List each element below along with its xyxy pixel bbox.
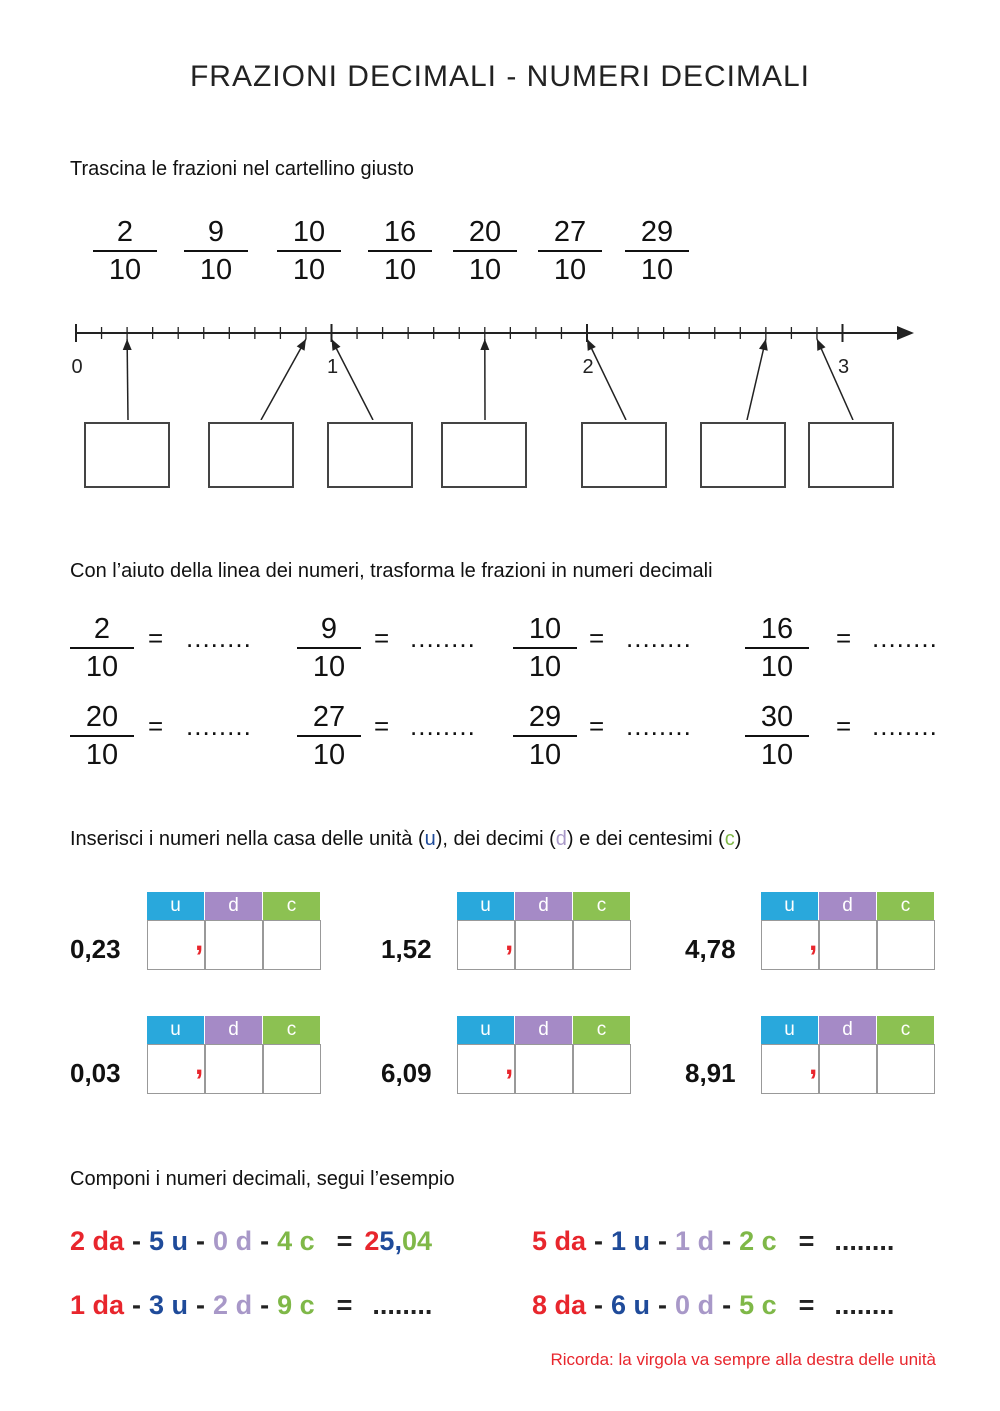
fraction-bar xyxy=(184,250,248,252)
tenths-letter: d xyxy=(555,828,567,850)
place-value-part: 0 d xyxy=(675,1290,715,1320)
pointer-arrowhead xyxy=(123,339,132,350)
fraction-bar xyxy=(625,250,689,252)
answer-blank[interactable]: ........ xyxy=(834,1226,895,1256)
answer-blank[interactable]: ........ xyxy=(872,711,938,741)
place-header-d: d xyxy=(205,892,262,920)
separator: - xyxy=(132,1226,142,1256)
place-value-part: 5 c xyxy=(739,1290,777,1320)
separator: - xyxy=(658,1226,668,1256)
decimal-comma: , xyxy=(195,1048,204,1081)
fraction xyxy=(513,703,577,770)
denominator: 10 xyxy=(640,254,674,286)
pointer-arrow-line xyxy=(261,339,306,420)
place-header-d: d xyxy=(515,1016,572,1044)
place-header-c: c xyxy=(263,892,320,920)
decimal-comma: , xyxy=(505,924,514,957)
place-header-d: d xyxy=(205,1016,262,1044)
compose-line xyxy=(532,1290,894,1321)
place-header-d: d xyxy=(819,892,876,920)
fraction-bar xyxy=(368,250,432,252)
numerator: 16 xyxy=(383,216,417,248)
denominator: 10 xyxy=(108,254,142,286)
place-cell-c[interactable] xyxy=(263,920,321,970)
place-value-part: 1 da xyxy=(70,1290,125,1320)
draggable-fraction[interactable] xyxy=(184,218,248,285)
section2-instruction: Con l’aiuto della linea dei numeri, trasforma le frazioni in numeri decimali xyxy=(70,560,713,582)
equals-sign: = xyxy=(148,623,164,653)
denominator: 10 xyxy=(528,739,562,771)
answer-blank[interactable]: ........ xyxy=(872,623,938,653)
place-header-d: d xyxy=(819,1016,876,1044)
example-result-digit: 04 xyxy=(401,1226,433,1256)
place-header-u: u xyxy=(147,892,204,920)
equals-sign: = xyxy=(374,623,390,653)
place-cell-c[interactable] xyxy=(877,1044,935,1094)
compose-line xyxy=(70,1226,432,1257)
decimal-comma: , xyxy=(505,1048,514,1081)
numerator: 16 xyxy=(760,613,794,645)
fraction xyxy=(70,615,134,682)
example-result-digit: 5 xyxy=(379,1226,395,1256)
section1-instruction: Trascina le frazioni nel cartellino giusto xyxy=(70,158,414,180)
place-header-u: u xyxy=(147,1016,204,1044)
draggable-fraction[interactable] xyxy=(538,218,602,285)
place-value-part: 5 da xyxy=(532,1226,587,1256)
numerator: 20 xyxy=(468,216,502,248)
place-header-c: c xyxy=(877,1016,934,1044)
decimal-comma: , xyxy=(809,1048,818,1081)
fraction xyxy=(70,703,134,770)
equals-sign: = xyxy=(148,711,164,741)
place-value-part: 1 d xyxy=(675,1226,715,1256)
fraction-bar xyxy=(70,735,134,737)
draggable-fraction[interactable] xyxy=(93,218,157,285)
answer-box[interactable] xyxy=(700,422,786,488)
place-header-d: d xyxy=(515,892,572,920)
denominator: 10 xyxy=(760,651,794,683)
denominator: 10 xyxy=(312,739,346,771)
fraction-bar xyxy=(745,647,809,649)
place-cell-d[interactable] xyxy=(819,920,877,970)
section4-instruction: Componi i numeri decimali, segui l’esempio xyxy=(70,1168,455,1190)
denominator: 10 xyxy=(468,254,502,286)
decimal-number: 8,91 xyxy=(685,1058,736,1088)
place-cell-c[interactable] xyxy=(877,920,935,970)
decimal-number: 4,78 xyxy=(685,934,736,964)
place-value-part: 2 c xyxy=(739,1226,777,1256)
answer-blank[interactable]: ........ xyxy=(626,711,692,741)
instruction-text: ) e dei centesimi ( xyxy=(566,828,725,850)
answer-box[interactable] xyxy=(808,422,894,488)
separator: - xyxy=(260,1226,270,1256)
place-cell-d[interactable] xyxy=(819,1044,877,1094)
tick-label: 3 xyxy=(837,356,850,378)
fraction-bar xyxy=(93,250,157,252)
numerator: 10 xyxy=(292,216,326,248)
equals-sign: = xyxy=(798,1226,815,1256)
separator: - xyxy=(722,1226,732,1256)
tick-label: 1 xyxy=(326,356,339,378)
place-cell-c[interactable] xyxy=(573,920,631,970)
pointer-arrow-line xyxy=(817,339,853,420)
numerator: 2 xyxy=(93,613,111,645)
denominator: 10 xyxy=(292,254,326,286)
equals-sign: = xyxy=(836,623,852,653)
place-header-u: u xyxy=(457,892,514,920)
decimal-number: 0,23 xyxy=(70,934,121,964)
compose-line xyxy=(70,1290,432,1321)
separator: - xyxy=(196,1290,206,1320)
pointer-arrowhead xyxy=(587,339,596,351)
answer-blank[interactable]: ........ xyxy=(186,711,252,741)
draggable-fraction[interactable] xyxy=(453,218,517,285)
place-cell-d[interactable] xyxy=(205,1044,263,1094)
equals-sign: = xyxy=(589,711,605,741)
separator: - xyxy=(132,1290,142,1320)
decimal-number: 1,52 xyxy=(381,934,432,964)
denominator: 10 xyxy=(383,254,417,286)
fraction xyxy=(745,615,809,682)
fraction-bar xyxy=(277,250,341,252)
fraction xyxy=(297,703,361,770)
fraction-bar xyxy=(297,647,361,649)
equals-sign: = xyxy=(836,711,852,741)
denominator: 10 xyxy=(553,254,587,286)
place-value-part: 1 u xyxy=(611,1226,651,1256)
fraction-bar xyxy=(538,250,602,252)
fraction-bar xyxy=(513,735,577,737)
answer-blank[interactable]: ........ xyxy=(186,623,252,653)
place-value-part: 3 u xyxy=(149,1290,189,1320)
place-cell-d[interactable] xyxy=(205,920,263,970)
separator: - xyxy=(658,1290,668,1320)
pointer-arrowhead xyxy=(817,339,826,351)
place-header-u: u xyxy=(761,892,818,920)
place-header-c: c xyxy=(573,1016,630,1044)
answer-blank[interactable]: ........ xyxy=(410,623,476,653)
numerator: 30 xyxy=(760,701,794,733)
denominator: 10 xyxy=(85,651,119,683)
answer-box[interactable] xyxy=(581,422,667,488)
answer-blank[interactable]: ........ xyxy=(410,711,476,741)
decimal-comma: , xyxy=(809,924,818,957)
place-header-c: c xyxy=(877,892,934,920)
place-cell-c[interactable] xyxy=(263,1044,321,1094)
equals-sign: = xyxy=(589,623,605,653)
instruction-text: ) xyxy=(734,828,742,850)
instruction-text: ), dei decimi ( xyxy=(435,828,556,850)
place-value-part: 5 u xyxy=(149,1226,189,1256)
denominator: 10 xyxy=(312,651,346,683)
numerator: 27 xyxy=(553,216,587,248)
separator: - xyxy=(722,1290,732,1320)
fraction-bar xyxy=(745,735,809,737)
equals-sign: = xyxy=(336,1290,353,1320)
decimal-number: 6,09 xyxy=(381,1058,432,1088)
answer-blank[interactable]: ........ xyxy=(626,623,692,653)
equals-sign: = xyxy=(336,1226,353,1256)
pointer-arrowhead xyxy=(297,339,306,351)
draggable-fraction[interactable] xyxy=(625,218,689,285)
instruction-text: Inserisci i numeri nella casa delle unità ( xyxy=(70,828,425,850)
place-header-u: u xyxy=(761,1016,818,1044)
fraction-bar xyxy=(297,735,361,737)
units-letter: u xyxy=(424,828,436,850)
fraction xyxy=(745,703,809,770)
decimal-number: 0,03 xyxy=(70,1058,121,1088)
separator: - xyxy=(594,1290,604,1320)
denominator: 10 xyxy=(760,739,794,771)
numerator: 9 xyxy=(207,216,225,248)
denominator: 10 xyxy=(85,739,119,771)
fraction-bar xyxy=(513,647,577,649)
numerator: 10 xyxy=(528,613,562,645)
place-cell-d[interactable] xyxy=(515,920,573,970)
numerator: 2 xyxy=(116,216,134,248)
place-cell-d[interactable] xyxy=(515,1044,573,1094)
place-header-c: c xyxy=(263,1016,320,1044)
decimal-comma: , xyxy=(195,924,204,957)
fraction-bar xyxy=(70,647,134,649)
pointer-arrowhead xyxy=(480,339,489,350)
separator: - xyxy=(260,1290,270,1320)
axis-arrowhead xyxy=(897,326,914,340)
numerator: 20 xyxy=(85,701,119,733)
hundredths-letter: c xyxy=(724,828,735,850)
reminder-note: Ricorda: la virgola va sempre alla destra delle unità xyxy=(550,1350,936,1369)
fraction-bar xyxy=(453,250,517,252)
place-value-part: 2 da xyxy=(70,1226,125,1256)
draggable-fraction[interactable] xyxy=(277,218,341,285)
tick-label: 0 xyxy=(71,356,83,378)
pointer-arrow-line xyxy=(587,339,626,420)
place-cell-c[interactable] xyxy=(573,1044,631,1094)
place-value-part: 9 c xyxy=(277,1290,315,1320)
example-result-digit: , xyxy=(394,1226,402,1256)
place-value-part: 0 d xyxy=(213,1226,253,1256)
place-value-part: 8 da xyxy=(532,1290,587,1320)
answer-blank[interactable]: ........ xyxy=(834,1290,895,1320)
tick-label: 2 xyxy=(582,356,594,378)
place-header-c: c xyxy=(573,892,630,920)
draggable-fraction[interactable] xyxy=(368,218,432,285)
fraction xyxy=(297,615,361,682)
place-value-part: 4 c xyxy=(277,1226,315,1256)
pointer-arrow-line xyxy=(747,339,766,420)
page-title: FRAZIONI DECIMALI - NUMERI DECIMALI xyxy=(189,60,811,93)
place-value-part: 2 d xyxy=(213,1290,253,1320)
pointer-arrowhead xyxy=(759,339,768,351)
section3-instruction xyxy=(70,828,741,851)
answer-blank[interactable]: ........ xyxy=(372,1290,433,1320)
place-header-u: u xyxy=(457,1016,514,1044)
separator: - xyxy=(594,1226,604,1256)
answer-box[interactable] xyxy=(441,422,527,488)
numerator: 29 xyxy=(640,216,674,248)
denominator: 10 xyxy=(528,651,562,683)
example-result-digit: 2 xyxy=(364,1226,380,1256)
numerator: 29 xyxy=(528,701,562,733)
place-value-part: 6 u xyxy=(611,1290,651,1320)
number-line xyxy=(0,300,1000,420)
answer-box[interactable] xyxy=(327,422,413,488)
compose-line xyxy=(532,1226,894,1257)
separator: - xyxy=(196,1226,206,1256)
answer-box[interactable] xyxy=(84,422,170,488)
numerator: 9 xyxy=(320,613,338,645)
equals-sign: = xyxy=(798,1290,815,1320)
equals-sign: = xyxy=(374,711,390,741)
numerator: 27 xyxy=(312,701,346,733)
pointer-arrow-line xyxy=(332,339,374,420)
fraction xyxy=(513,615,577,682)
denominator: 10 xyxy=(199,254,233,286)
pointer-arrow-line xyxy=(127,339,128,420)
answer-box[interactable] xyxy=(208,422,294,488)
